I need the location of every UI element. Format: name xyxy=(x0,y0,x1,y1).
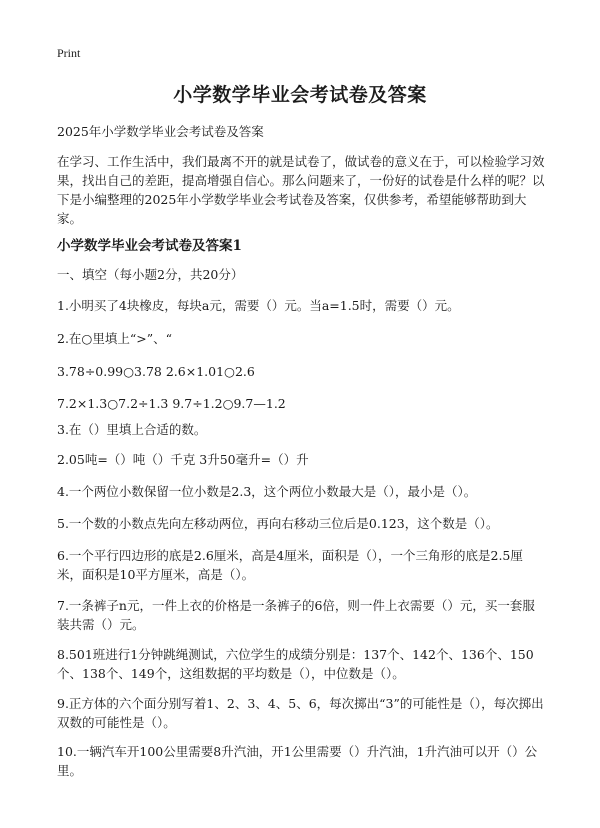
question-2-line-b: 7.2×1.3○7.2÷1.3 9.7÷1.2○9.7—1.2 xyxy=(57,396,286,411)
question-6: 6.一个平行四边形的底是2.6厘米，高是4厘米，面积是（），一个三角形的底是2.5厘米，面积是10平方厘米，高是（）。 xyxy=(57,548,523,582)
page-title: 小学数学毕业会考试卷及答案 xyxy=(173,84,427,106)
section-heading: 小学数学毕业会考试卷及答案1 xyxy=(57,238,242,254)
intro-paragraph: 在学习、工作生活中，我们最离不开的就是试卷了，做试卷的意义在于，可以检验学习效果，找出自己的差距，提高增强自信心。那么问题来了，一份好的试卷是什么样的呢？以下是小编整理的2025年小学数学毕业会考试卷及答案，仅供参考，希望能够帮助到大家。 xyxy=(57,154,545,226)
question-4: 4.一个两位小数保留一位小数是2.3，这个两位小数最大是（），最小是（）。 xyxy=(57,484,477,499)
question-9: 9.正方体的六个面分别写着1、2、3、4、5、6，每次掷出“3”的可能性是（），每次掷出双数的可能性是（）。 xyxy=(57,696,544,730)
question-1: 1.小明买了4块橡皮，每块a元，需要（）元。当a=1.5时，需要（）元。 xyxy=(57,298,460,313)
print-link[interactable]: Print xyxy=(57,46,81,60)
question-7: 7.一条裤子n元，一件上衣的价格是一条裤子的6倍，则一件上衣需要（）元，买一套服装共需（）元。 xyxy=(57,598,535,632)
question-10: 10.一辆汽车开100公里需要8升汽油，开1公里需要（）升汽油，1升汽油可以开（）公里。 xyxy=(57,744,538,778)
question-2: 2.在○里填上“>”、“ xyxy=(57,331,172,346)
question-2-line-a: 3.78÷0.99○3.78 2.6×1.01○2.6 xyxy=(57,364,255,379)
question-5: 5.一个数的小数点先向左移动两位，再向右移动三位后是0.123，这个数是（）。 xyxy=(57,516,499,531)
question-3-line-a: 2.05吨=（）吨（）千克 3升50毫升=（）升 xyxy=(57,452,309,467)
article-subtitle: 2025年小学数学毕业会考试卷及答案 xyxy=(57,124,264,139)
question-3: 3.在（）里填上合适的数。 xyxy=(57,422,207,437)
part-heading: 一、填空（每小题2分，共20分） xyxy=(57,267,244,282)
question-8: 8.501班进行1分钟跳绳测试，六位学生的成绩分别是：137个、142个、136个、150个、138个、149个，这组数据的平均数是（），中位数是（）。 xyxy=(57,647,534,681)
